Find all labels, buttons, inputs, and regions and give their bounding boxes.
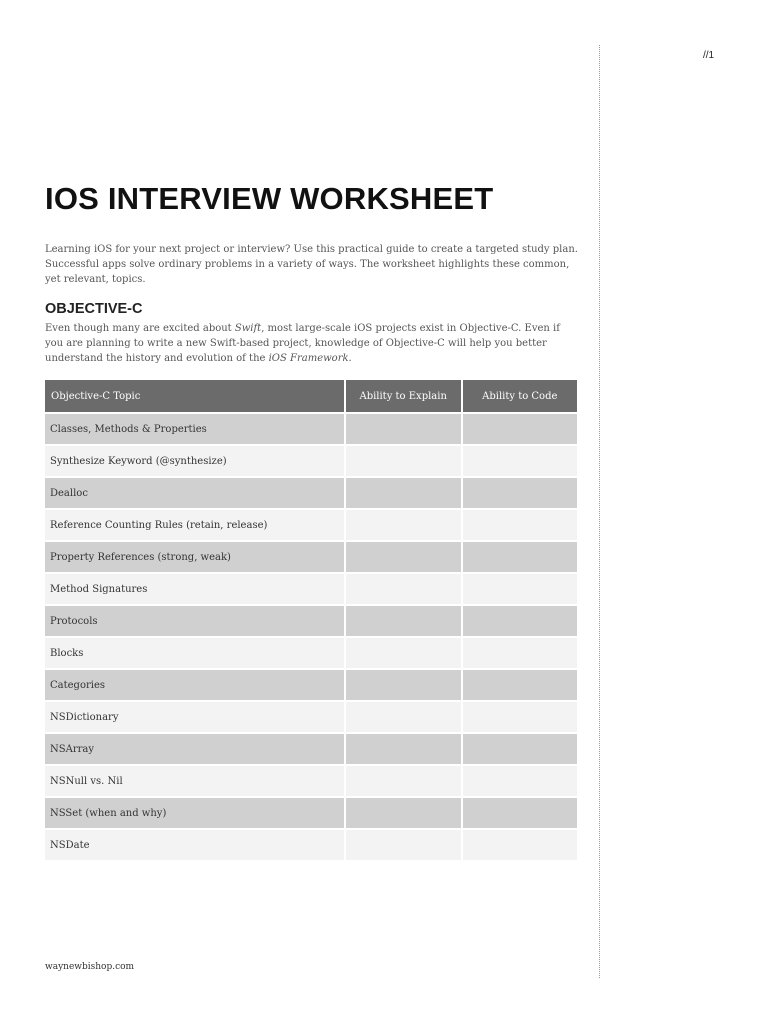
- table-row: [45, 765, 577, 797]
- code-cell[interactable]: [462, 829, 577, 860]
- table-row: [45, 797, 577, 829]
- topic-cell: Reference Counting Rules (retain, release): [45, 509, 345, 541]
- swift-term: Swift: [234, 323, 262, 334]
- table-row: [45, 669, 577, 701]
- table-row: [45, 733, 577, 765]
- code-cell[interactable]: [462, 445, 577, 477]
- header-topic: Objective-C Topic: [45, 380, 345, 413]
- topic-cell: Protocols: [45, 605, 345, 637]
- topic-cell: NSArray: [45, 733, 345, 765]
- table-row: [45, 701, 577, 733]
- topic-cell: Synthesize Keyword (@synthesize): [45, 445, 345, 477]
- explain-cell[interactable]: [345, 477, 462, 509]
- explain-cell[interactable]: [345, 701, 462, 733]
- code-cell[interactable]: [462, 637, 577, 669]
- topic-cell: Classes, Methods & Properties: [45, 413, 345, 445]
- explain-cell[interactable]: [345, 765, 462, 797]
- topic-cell: Method Signatures: [45, 573, 345, 605]
- topic-cell: NSDate: [45, 829, 345, 860]
- page-number: //1: [703, 50, 715, 61]
- section-text-part-2: , most large-scale iOS projects exist in Objective-C. Even if you are planning to write a new Swift-based project, knowledge of Objective-C will help you better understand the history and evolution of the: [45, 323, 560, 364]
- code-cell[interactable]: [462, 669, 577, 701]
- code-cell[interactable]: [462, 541, 577, 573]
- section-text-part-1: Even though many are excited about: [45, 323, 235, 334]
- explain-cell[interactable]: [345, 797, 462, 829]
- table-row: [45, 413, 577, 445]
- topic-cell: Dealloc: [45, 477, 345, 509]
- ios-framework-term: iOS Framework: [268, 353, 349, 364]
- explain-cell[interactable]: [345, 445, 462, 477]
- explain-cell[interactable]: [345, 605, 462, 637]
- table-row: [45, 605, 577, 637]
- header-ability-explain: Ability to Explain: [345, 380, 462, 413]
- margin-divider: [599, 45, 600, 978]
- table-row: [45, 829, 577, 860]
- table-row: [45, 445, 577, 477]
- code-cell[interactable]: [462, 733, 577, 765]
- objective-c-topics-table: [45, 380, 577, 860]
- explain-cell[interactable]: [345, 829, 462, 860]
- explain-cell[interactable]: [345, 509, 462, 541]
- topic-cell: NSSet (when and why): [45, 797, 345, 829]
- explain-cell[interactable]: [345, 573, 462, 605]
- table-row: [45, 637, 577, 669]
- table-row: [45, 477, 577, 509]
- section-paragraph: [45, 321, 577, 366]
- code-cell[interactable]: [462, 797, 577, 829]
- explain-cell[interactable]: [345, 669, 462, 701]
- code-cell[interactable]: [462, 509, 577, 541]
- footer-website[interactable]: waynewbishop.com: [45, 962, 135, 972]
- topic-cell: Property References (strong, weak): [45, 541, 345, 573]
- table-row: [45, 541, 577, 573]
- code-cell[interactable]: [462, 573, 577, 605]
- table-row: [45, 509, 577, 541]
- topic-cell: Categories: [45, 669, 345, 701]
- topic-cell: NSNull vs. Nil: [45, 765, 345, 797]
- section-text-part-3: .: [348, 353, 352, 364]
- intro-paragraph: Learning iOS for your next project or interview? Use this practical guide to create a targeted study plan. Successful apps solve ordinary problems in a variety of ways. The worksheet highlights these common, yet relevant, topics.: [45, 244, 578, 285]
- table-header-row: [45, 380, 577, 413]
- code-cell[interactable]: [462, 765, 577, 797]
- topic-cell: Blocks: [45, 637, 345, 669]
- explain-cell[interactable]: [345, 413, 462, 445]
- code-cell[interactable]: [462, 477, 577, 509]
- explain-cell[interactable]: [345, 637, 462, 669]
- explain-cell[interactable]: [345, 733, 462, 765]
- code-cell[interactable]: [462, 413, 577, 445]
- code-cell[interactable]: [462, 605, 577, 637]
- table-row: [45, 573, 577, 605]
- header-ability-code: Ability to Code: [462, 380, 577, 413]
- section-heading-objective-c: OBJECTIVE-C: [45, 301, 143, 317]
- code-cell[interactable]: [462, 701, 577, 733]
- page-title: IOS INTERVIEW WORKSHEET: [45, 181, 494, 216]
- topic-cell: NSDictionary: [45, 701, 345, 733]
- explain-cell[interactable]: [345, 541, 462, 573]
